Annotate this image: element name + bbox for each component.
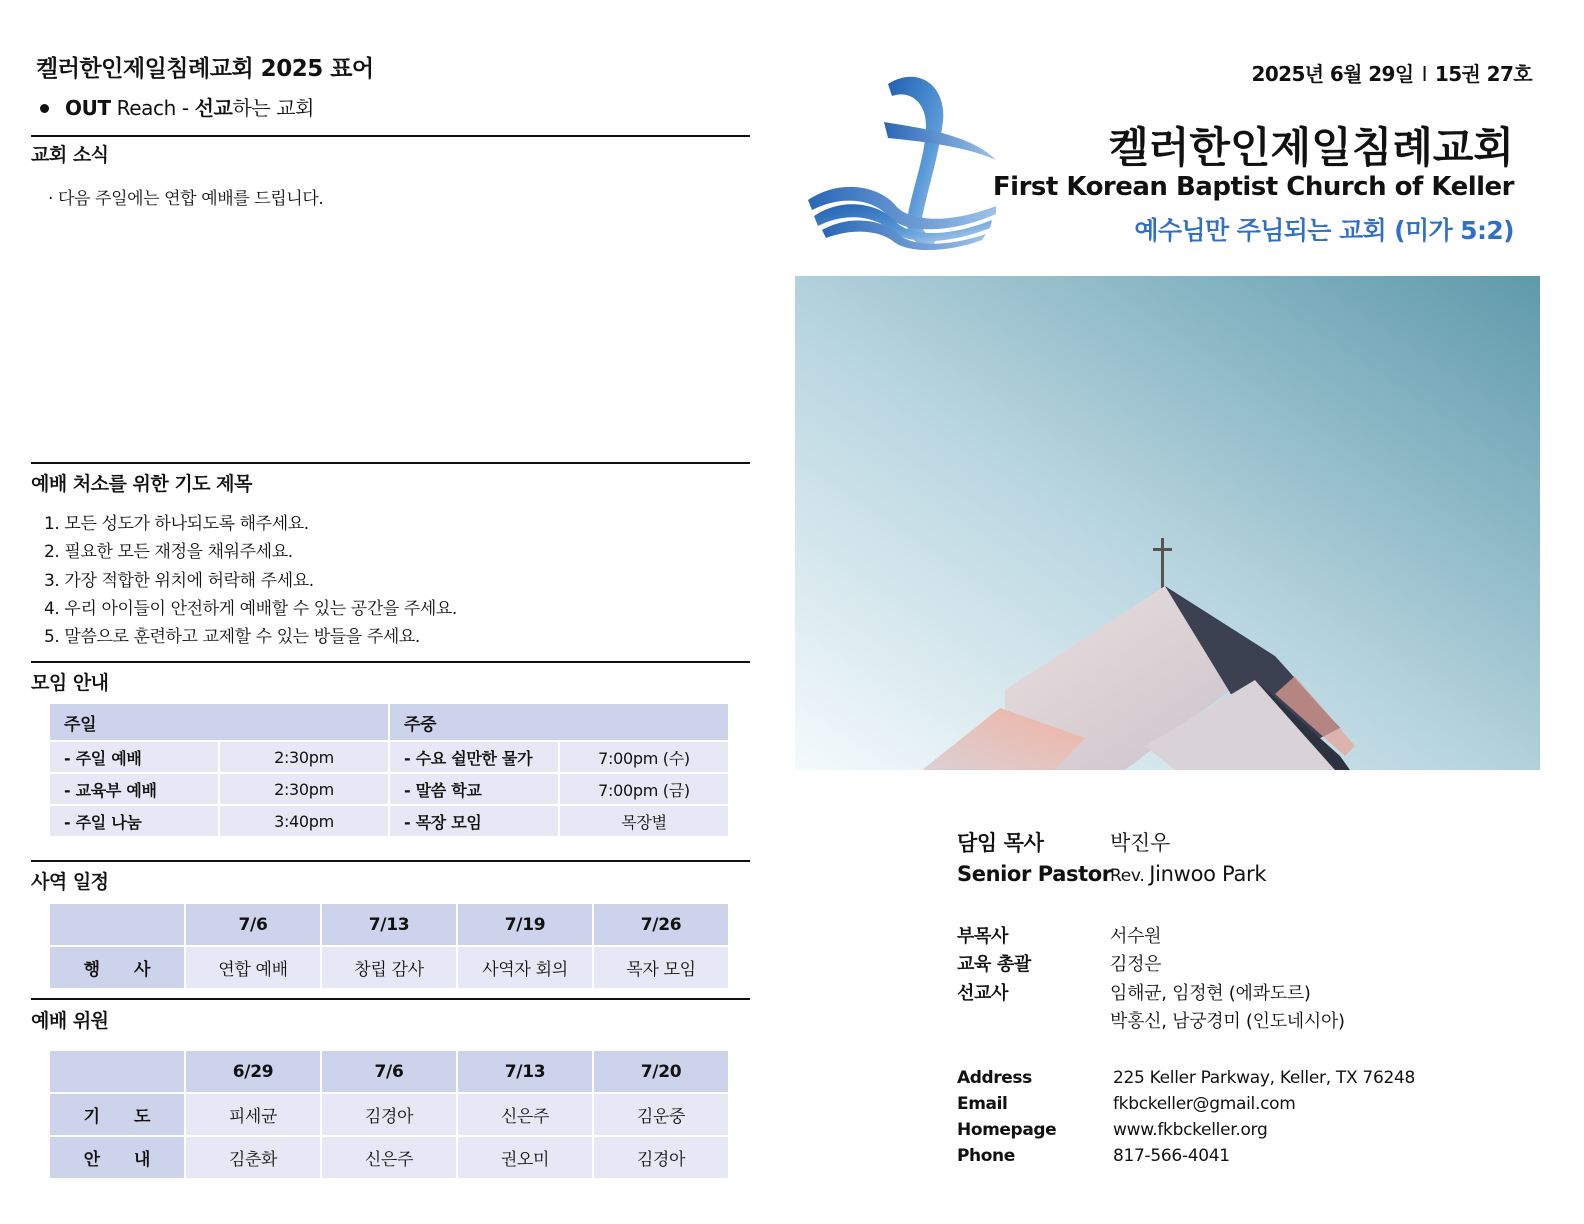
meeting-time: 7:00pm (금) (560, 774, 728, 804)
motto-bold-mission: 선교 (194, 96, 233, 120)
worship-row-label: 기 도 (50, 1094, 184, 1135)
prayer-item: 2. 필요한 모든 재정을 채워주세요. (44, 542, 293, 563)
divider (31, 661, 750, 663)
issue-info (1252, 58, 1533, 87)
motto-text-reach: Reach - (110, 96, 195, 120)
meeting-time: 목장별 (560, 806, 728, 836)
contact-email[interactable]: fkbckeller@gmail.com (1113, 1094, 1296, 1114)
table-row (50, 1094, 728, 1135)
table-row (50, 947, 728, 988)
contact-email-label: Email (957, 1094, 1008, 1114)
schedule-date: 7/26 (594, 904, 728, 945)
motto-title: 켈러한인제일침례교회 2025 표어 (36, 56, 374, 82)
staff-pastor-en-prefix: Rev. (1110, 866, 1145, 886)
staff-assoc-name: 서수원 (1110, 926, 1162, 947)
staff-mission-label: 선교사 (957, 983, 1008, 1004)
issue-separator: I (1421, 62, 1427, 86)
schedule-event: 목자 모임 (594, 947, 728, 988)
worship-row-label: 안 내 (50, 1137, 184, 1178)
church-name-korean: 켈러한인제일침례교회 (1108, 123, 1514, 172)
divider (31, 860, 750, 862)
meeting-time: 2:30pm (220, 774, 388, 804)
schedule-date: 7/19 (458, 904, 592, 945)
staff-pastor-en (1110, 862, 1266, 886)
church-motto: 예수님만 주님되는 교회 (미가 5:2) (1134, 216, 1514, 245)
divider (31, 135, 750, 137)
worship-date: 6/29 (186, 1051, 320, 1092)
staff-pastor-en-name: Jinwoo Park (1149, 862, 1267, 886)
staff-pastor-en-label: Senior Pastor (957, 862, 1112, 886)
contact-phone: 817-566-4041 (1113, 1146, 1230, 1166)
worship-date: 7/6 (322, 1051, 456, 1092)
church-name-english: First Korean Baptist Church of Keller (992, 172, 1514, 202)
meeting-time: 7:00pm (수) (560, 742, 728, 772)
divider (31, 462, 750, 464)
prayer-list (44, 510, 457, 651)
worship-name: 피세균 (186, 1094, 320, 1135)
church-roof-photo (795, 276, 1540, 770)
staff-pastor-ko-label: 담임 목사 (957, 831, 1044, 855)
staff-mission-line2: 박홍신, 남궁경미 (인도네시아) (1110, 1011, 1345, 1032)
schedule-event: 창립 감사 (322, 947, 456, 988)
meeting-label: - 수요 쉴만한 물가 (390, 742, 558, 772)
worship-name: 권오미 (458, 1137, 592, 1178)
divider (31, 998, 750, 1000)
table-row (50, 806, 728, 836)
prayer-item: 4. 우리 아이들이 안전하게 예배할 수 있는 공간을 주세요. (44, 598, 457, 619)
staff-pastor-ko-name: 박진우 (1110, 831, 1170, 855)
meeting-label: - 말씀 학교 (390, 774, 558, 804)
meeting-title: 모임 안내 (31, 672, 109, 694)
contact-homepage-label: Homepage (957, 1120, 1057, 1140)
worship-table (48, 1049, 730, 1180)
staff-mission-line1: 임해균, 임정현 (에콰도르) (1110, 983, 1311, 1004)
meeting-time: 3:40pm (220, 806, 388, 836)
schedule-event: 사역자 회의 (458, 947, 592, 988)
worship-date: 7/13 (458, 1051, 592, 1092)
meeting-label: - 주일 예배 (50, 742, 218, 772)
worship-date: 7/20 (594, 1051, 728, 1092)
worship-title: 예배 위원 (31, 1010, 109, 1032)
motto-text-church: 하는 교회 (232, 96, 315, 120)
meeting-time: 2:30pm (220, 742, 388, 772)
table-row (50, 1137, 728, 1178)
schedule-table (48, 902, 730, 990)
church-logo-icon (800, 68, 1010, 254)
meeting-table (48, 702, 730, 838)
worship-name: 신은주 (322, 1137, 456, 1178)
schedule-date: 7/6 (186, 904, 320, 945)
worship-corner (50, 1051, 184, 1092)
prayer-item: 1. 모든 성도가 하나되도록 해주세요. (44, 514, 309, 534)
news-item: · 다음 주일에는 연합 예배를 드립니다. (48, 189, 324, 209)
schedule-title: 사역 일정 (31, 871, 109, 893)
contact-address-label: Address (957, 1068, 1032, 1088)
prayer-title: 예배 처소를 위한 기도 제목 (31, 473, 252, 495)
table-row (50, 774, 728, 804)
prayer-item: 3. 가장 적합한 위치에 허락해 주세요. (44, 570, 314, 591)
staff-assoc-label: 부목사 (957, 926, 1008, 947)
worship-name: 김춘화 (186, 1137, 320, 1178)
meeting-header-sunday: 주일 (50, 704, 388, 740)
motto-bold-out: OUT (65, 96, 111, 120)
worship-name: 김운중 (594, 1094, 728, 1135)
schedule-event: 연합 예배 (186, 947, 320, 988)
contact-homepage[interactable]: www.fkbckeller.org (1113, 1120, 1268, 1140)
staff-edu-label: 교육 총괄 (957, 954, 1031, 975)
issue-volume: 15권 27호 (1434, 62, 1532, 86)
contact-phone-label: Phone (957, 1146, 1015, 1166)
worship-name: 신은주 (458, 1094, 592, 1135)
schedule-corner (50, 904, 184, 945)
meeting-header-weekday: 주중 (390, 704, 728, 740)
contact-address: 225 Keller Parkway, Keller, TX 76248 (1113, 1068, 1416, 1088)
issue-date: 2025년 6월 29일 (1251, 62, 1414, 86)
schedule-date: 7/13 (322, 904, 456, 945)
bullet-dot-icon (40, 104, 49, 113)
meeting-label: - 주일 나눔 (50, 806, 218, 836)
schedule-row-label: 행 사 (50, 947, 184, 988)
news-title: 교회 소식 (31, 144, 109, 166)
prayer-item: 5. 말씀으로 훈련하고 교제할 수 있는 방들을 주세요. (44, 627, 420, 648)
motto-bullet (36, 92, 314, 121)
table-row (50, 742, 728, 772)
meeting-label: - 교육부 예배 (50, 774, 218, 804)
meeting-label: - 목장 모임 (390, 806, 558, 836)
worship-name: 김경아 (594, 1137, 728, 1178)
staff-edu-name: 김정은 (1110, 954, 1162, 975)
worship-name: 김경아 (322, 1094, 456, 1135)
